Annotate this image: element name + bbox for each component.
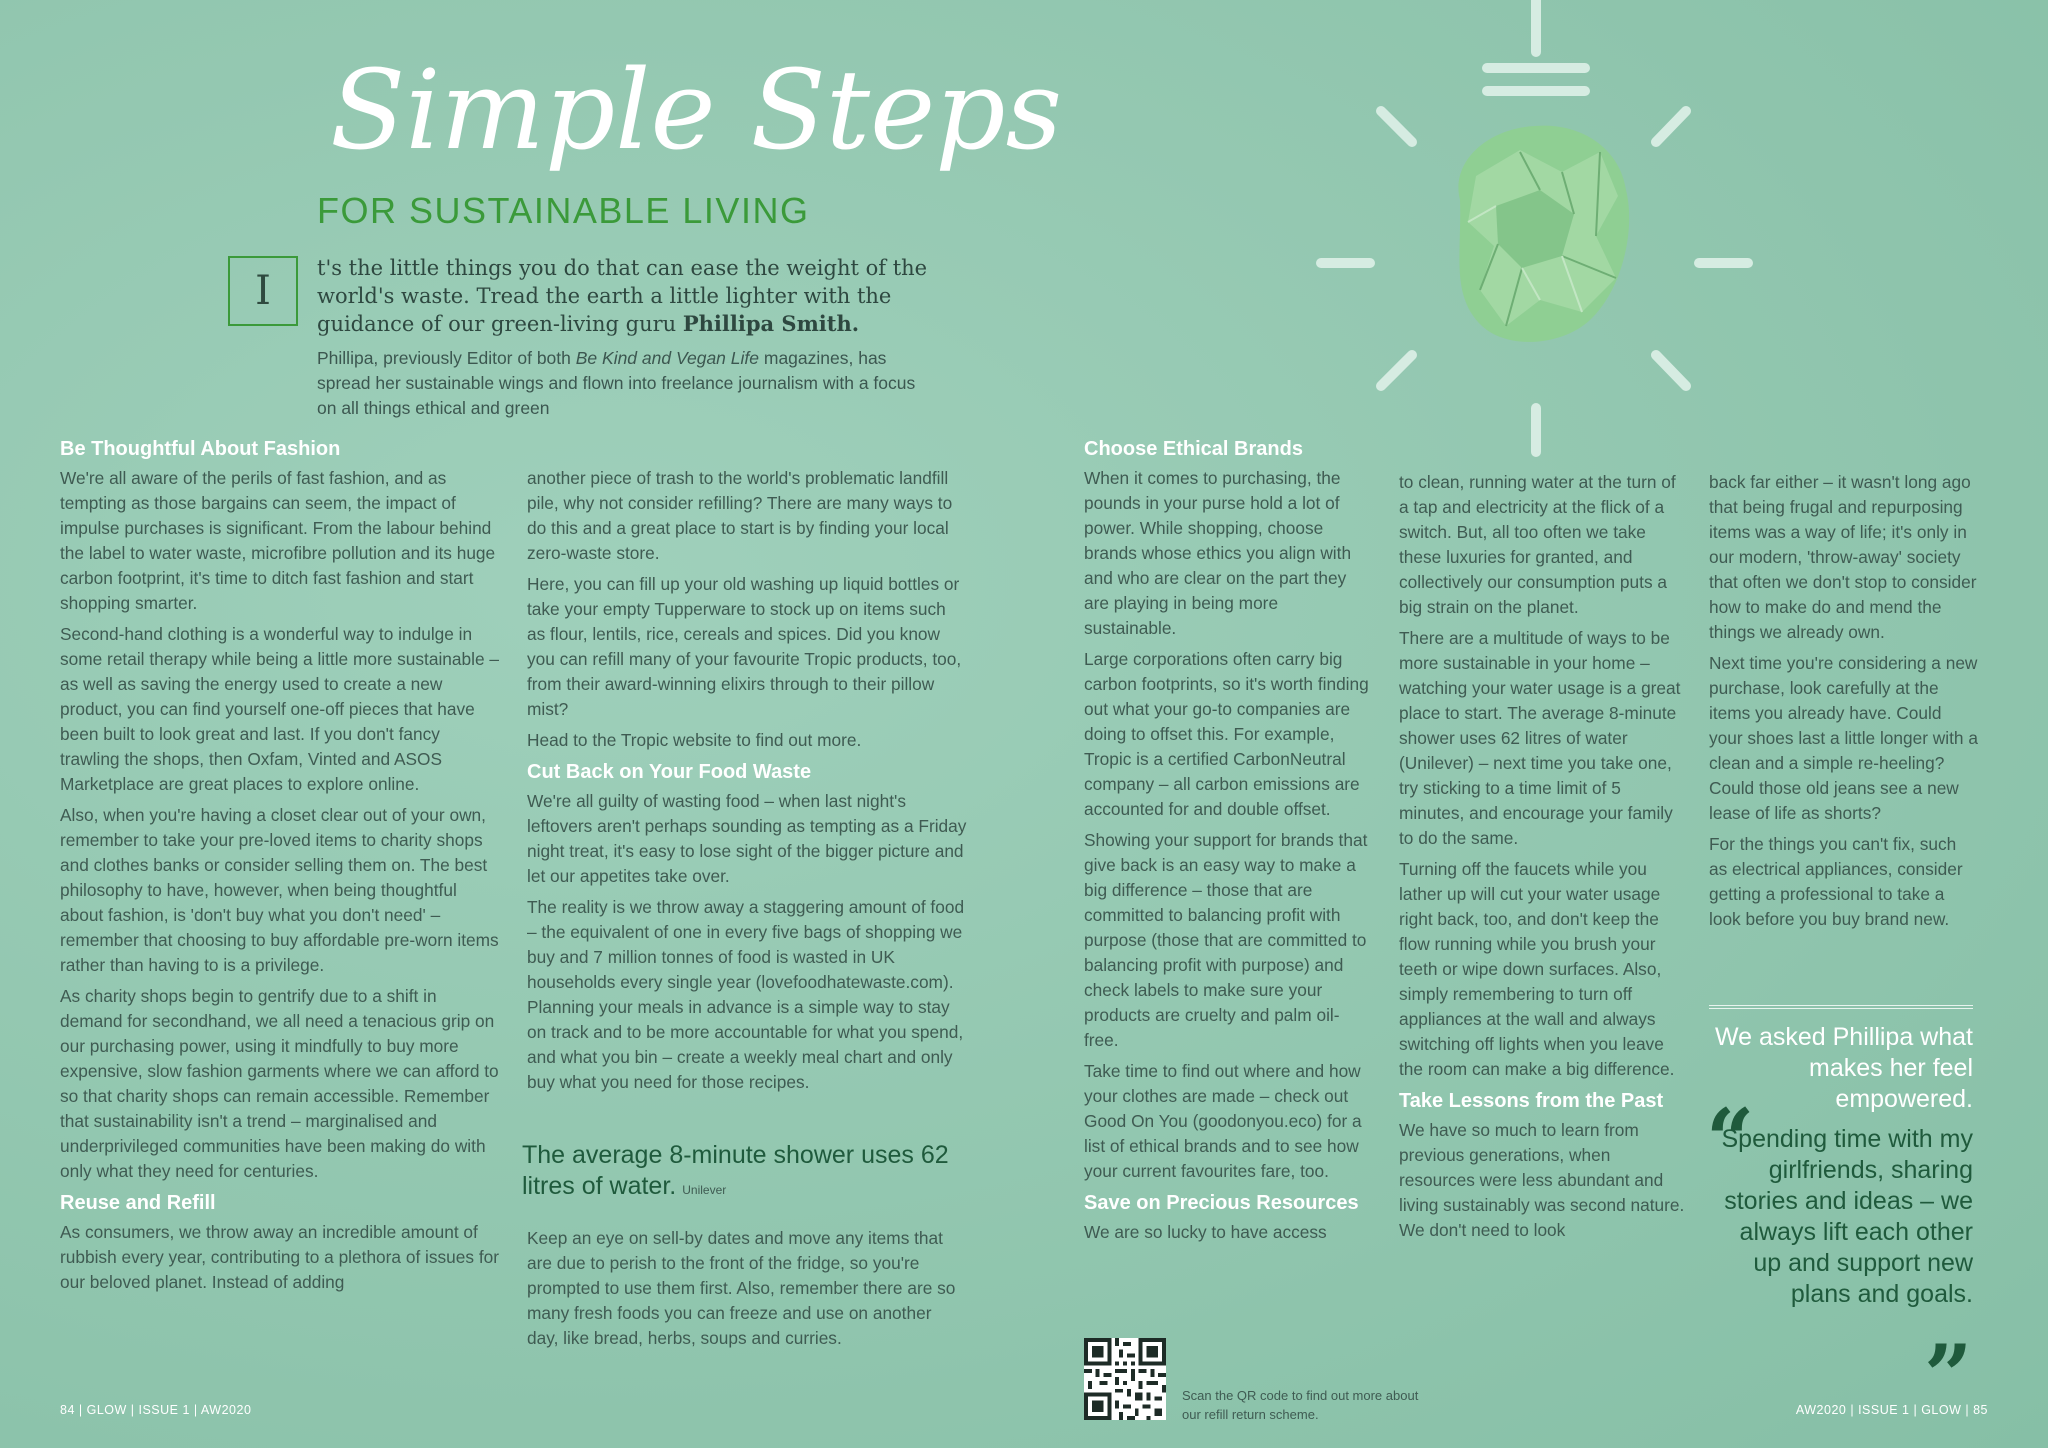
column-4 (1399, 470, 1689, 1249)
heading-fashion: Be Thoughtful About Fashion (60, 438, 341, 460)
column-1 (60, 436, 500, 1301)
paragraph: We are so lucky to have access (1084, 1222, 1327, 1242)
heading-lessons-past: Take Lessons from the Past (1399, 1090, 1664, 1112)
paragraph: We're all aware of the perils of fast fashion, and as tempting as those bargains can seem, the impact of impulse purchases is significant. From the labour behind the label to water waste, microfibre pollution and its huge carbon footprint, it's time to ditch fast fashion and start shopping smarter. (60, 468, 496, 613)
pull-quote-source: Unilever (682, 1183, 727, 1197)
crumpled-paper-lightbulb-icon (1300, 0, 1780, 460)
folio-right: AW2020 | ISSUE 1 | GLOW | 85 (1795, 1403, 1988, 1417)
author-name: Phillipa Smith. (682, 311, 860, 336)
heading-ethical-brands: Choose Ethical Brands (1084, 438, 1303, 460)
paragraph: Next time you're considering a new purchase, look carefully at the items you already have. Could your shoes last a little longer with a clean and a simple re-heeling? Could those old jeans see a new lease of life as shorts? (1709, 653, 1978, 823)
column-5 (1709, 470, 1979, 938)
paragraph: We're all guilty of wasting food – when last night's leftovers aren't perhaps sounding as tempting as a Friday night treat, it's easy to lose sight of the bigger picture and let our appetites take over. (527, 791, 967, 886)
paragraph: Turning off the faucets while you lather up will cut your water usage right back, too, and don't keep the flow running while you brush your teeth or wipe down surfaces. Also, simply remembering to turn off appliances at the wall and always switching off lights when you leave the room can make a big difference. (1399, 859, 1675, 1079)
lede (317, 255, 937, 339)
qr-caption: Scan the QR code to find out more about our refill return scheme. (1182, 1388, 1419, 1422)
heading-precious-resources: Save on Precious Resources (1084, 1192, 1359, 1214)
script-title (330, 28, 1063, 198)
standfirst-part-1: Phillipa, previously Editor of both (317, 348, 576, 368)
folio-left: 84 | GLOW | ISSUE 1 | AW2020 (60, 1403, 252, 1417)
svg-text:Simple Steps: Simple Steps (330, 46, 1063, 174)
standfirst-magazines: Be Kind and Vegan Life (575, 348, 759, 368)
paragraph: As consumers, we throw away an incredible amount of rubbish every year, contributing to a plethora of issues for our beloved planet. Instead of adding (60, 1222, 499, 1292)
paragraph: The reality is we throw away a staggering amount of food – the equivalent of one in every five bags of shopping we buy and 7 million tonnes of food is wasted in UK households every single year (lovefoodhatewaste.com). Planning your meals in advance is a simple way to stay on track and to be more accountable for what you spend, and what you bin – create a weekly meal chart and only buy what you need for those recipes. (527, 897, 965, 1092)
paragraph: For the things you can't fix, such as electrical appliances, consider getting a professional to take a look before you buy brand new. (1709, 834, 1963, 929)
paragraph: When it comes to purchasing, the pounds in your purse hold a lot of power. While shopping, choose brands whose ethics you align with and who are clear on the part they are playing in being more sustainable. (1084, 468, 1352, 638)
open-quote-mark: “ (1706, 1090, 1755, 1189)
paragraph: As charity shops begin to gentrify due to a shift in demand for secondhand, we all need a tenacious grip on our purchasing power, using it mindfully to buy more expensive, slow fashion garments where we can afford to so that charity shops can remain accessible. Remember that sustainability isn't a trend – marginalised and underprivileged communities have been making do with only what they need for centuries. (60, 986, 499, 1181)
close-quote-mark: ” (1924, 1326, 1973, 1425)
pull-quote-text: The average 8-minute shower uses 62 litres of water. (522, 1141, 949, 1200)
paragraph: We have so much to learn from previous generations, when resources were less abundant and living sustainably was second nature. We don't need to look (1399, 1120, 1685, 1240)
paragraph: Take time to find out where and how your clothes are made – check out Good On You (goodonyou.eco) for a list of ethical brands and to see how your current favourites fare, too. (1084, 1061, 1362, 1181)
paragraph: Showing your support for brands that give back is an easy way to make a big difference – those that are committed to balancing profit with purpose (those that are committed to balancing profit with purpose) and check labels to make sure your products are cruelty and palm oil-free. (1084, 830, 1368, 1050)
column-2-continued (527, 1226, 967, 1357)
drop-cap: I (228, 256, 298, 326)
paragraph: Here, you can fill up your old washing up liquid bottles or take your empty Tupperware to stock up on items such as flour, lentils, rice, cereals and spices. Did you know you can refill many of your favourite Tropic products, too, from their award-winning elixirs through to their pillow mist? (527, 574, 962, 719)
sidebar-question: We asked Phillipa what makes her feel empowered. (1714, 1023, 1973, 1113)
paragraph: to clean, running water at the turn of a tap and electricity at the flick of a switch. But, all too often we take these luxuries for granted, and collectively our consumption puts a big strain on the planet. (1399, 472, 1676, 617)
paragraph: Second-hand clothing is a wonderful way to indulge in some retail therapy while being a little more sustainable – as well as saving the energy used to create a new product, you can find yourself one-off pieces that have been built to look great and last. If you don't fancy trawling the shops, then Oxfam, Vinted and ASOS Marketplace are great places to explore online. (60, 624, 499, 794)
paragraph: back far either – it wasn't long ago that being frugal and repurposing items was a way of life; it's only in our modern, 'throw-away' society that often we don't stop to consider how to make do and mend the things we already own. (1709, 472, 1977, 642)
standfirst-part-2: magazines, has spread her sustainable wings and flown into freelance journalism with a focus on all things ethical and green (317, 348, 916, 418)
subtitle: FOR SUSTAINABLE LIVING (317, 190, 810, 231)
paragraph: Keep an eye on sell-by dates and move any items that are due to perish to the front of the fridge, so you're prompted to use them first. Also, remember there are so many fresh foods you can freeze and use on another day, like bread, herbs, soups and curries. (527, 1228, 956, 1348)
standfirst (317, 346, 917, 421)
heading-food-waste: Cut Back on Your Food Waste (527, 761, 812, 783)
lede-text: t's the little things you do that can ease the weight of the world's waste. Tread the earth a little lighter with the guidance of our green-living guru (317, 256, 928, 336)
sidebar-quote: Spending time with my girlfriends, sharing stories and ideas – we always lift each other up and support new plans and goals. (1721, 1125, 1973, 1308)
qr-code-icon[interactable] (1084, 1338, 1166, 1420)
column-2 (527, 466, 967, 1101)
paragraph: Also, when you're having a closet clear out of your own, remember to take your pre-loved items to charity shops and clothes banks or consider selling them on. The best philosophy to have, however, when being thoughtful about fashion, is 'don't buy what you don't need' – remember that choosing to buy affordable pre-worn items rather than having to is a privilege. (60, 805, 499, 975)
pull-quote (522, 1140, 982, 1206)
column-3 (1084, 436, 1374, 1251)
paragraph: another piece of trash to the world's problematic landfill pile, why not consider refilling? There are many ways to do this and a great place to start is by finding your local zero-waste store. (527, 468, 953, 563)
divider (1709, 1005, 1973, 1009)
paragraph: Large corporations often carry big carbon footprints, so it's worth finding out what your go-to companies are doing to offset this. For example, Tropic is a certified CarbonNeutral company – all carbon emissions are accounted for and double offset. (1084, 649, 1369, 819)
paragraph: There are a multitude of ways to be more sustainable in your home – watching your water usage is a great place to start. The average 8-minute shower uses 62 litres of water (Unilever) – next time you take one, try sticking to a time limit of 5 minutes, and encourage your family to do the same. (1399, 628, 1681, 848)
paragraph: Head to the Tropic website to find out more. (527, 730, 862, 750)
heading-reuse: Reuse and Refill (60, 1192, 216, 1214)
